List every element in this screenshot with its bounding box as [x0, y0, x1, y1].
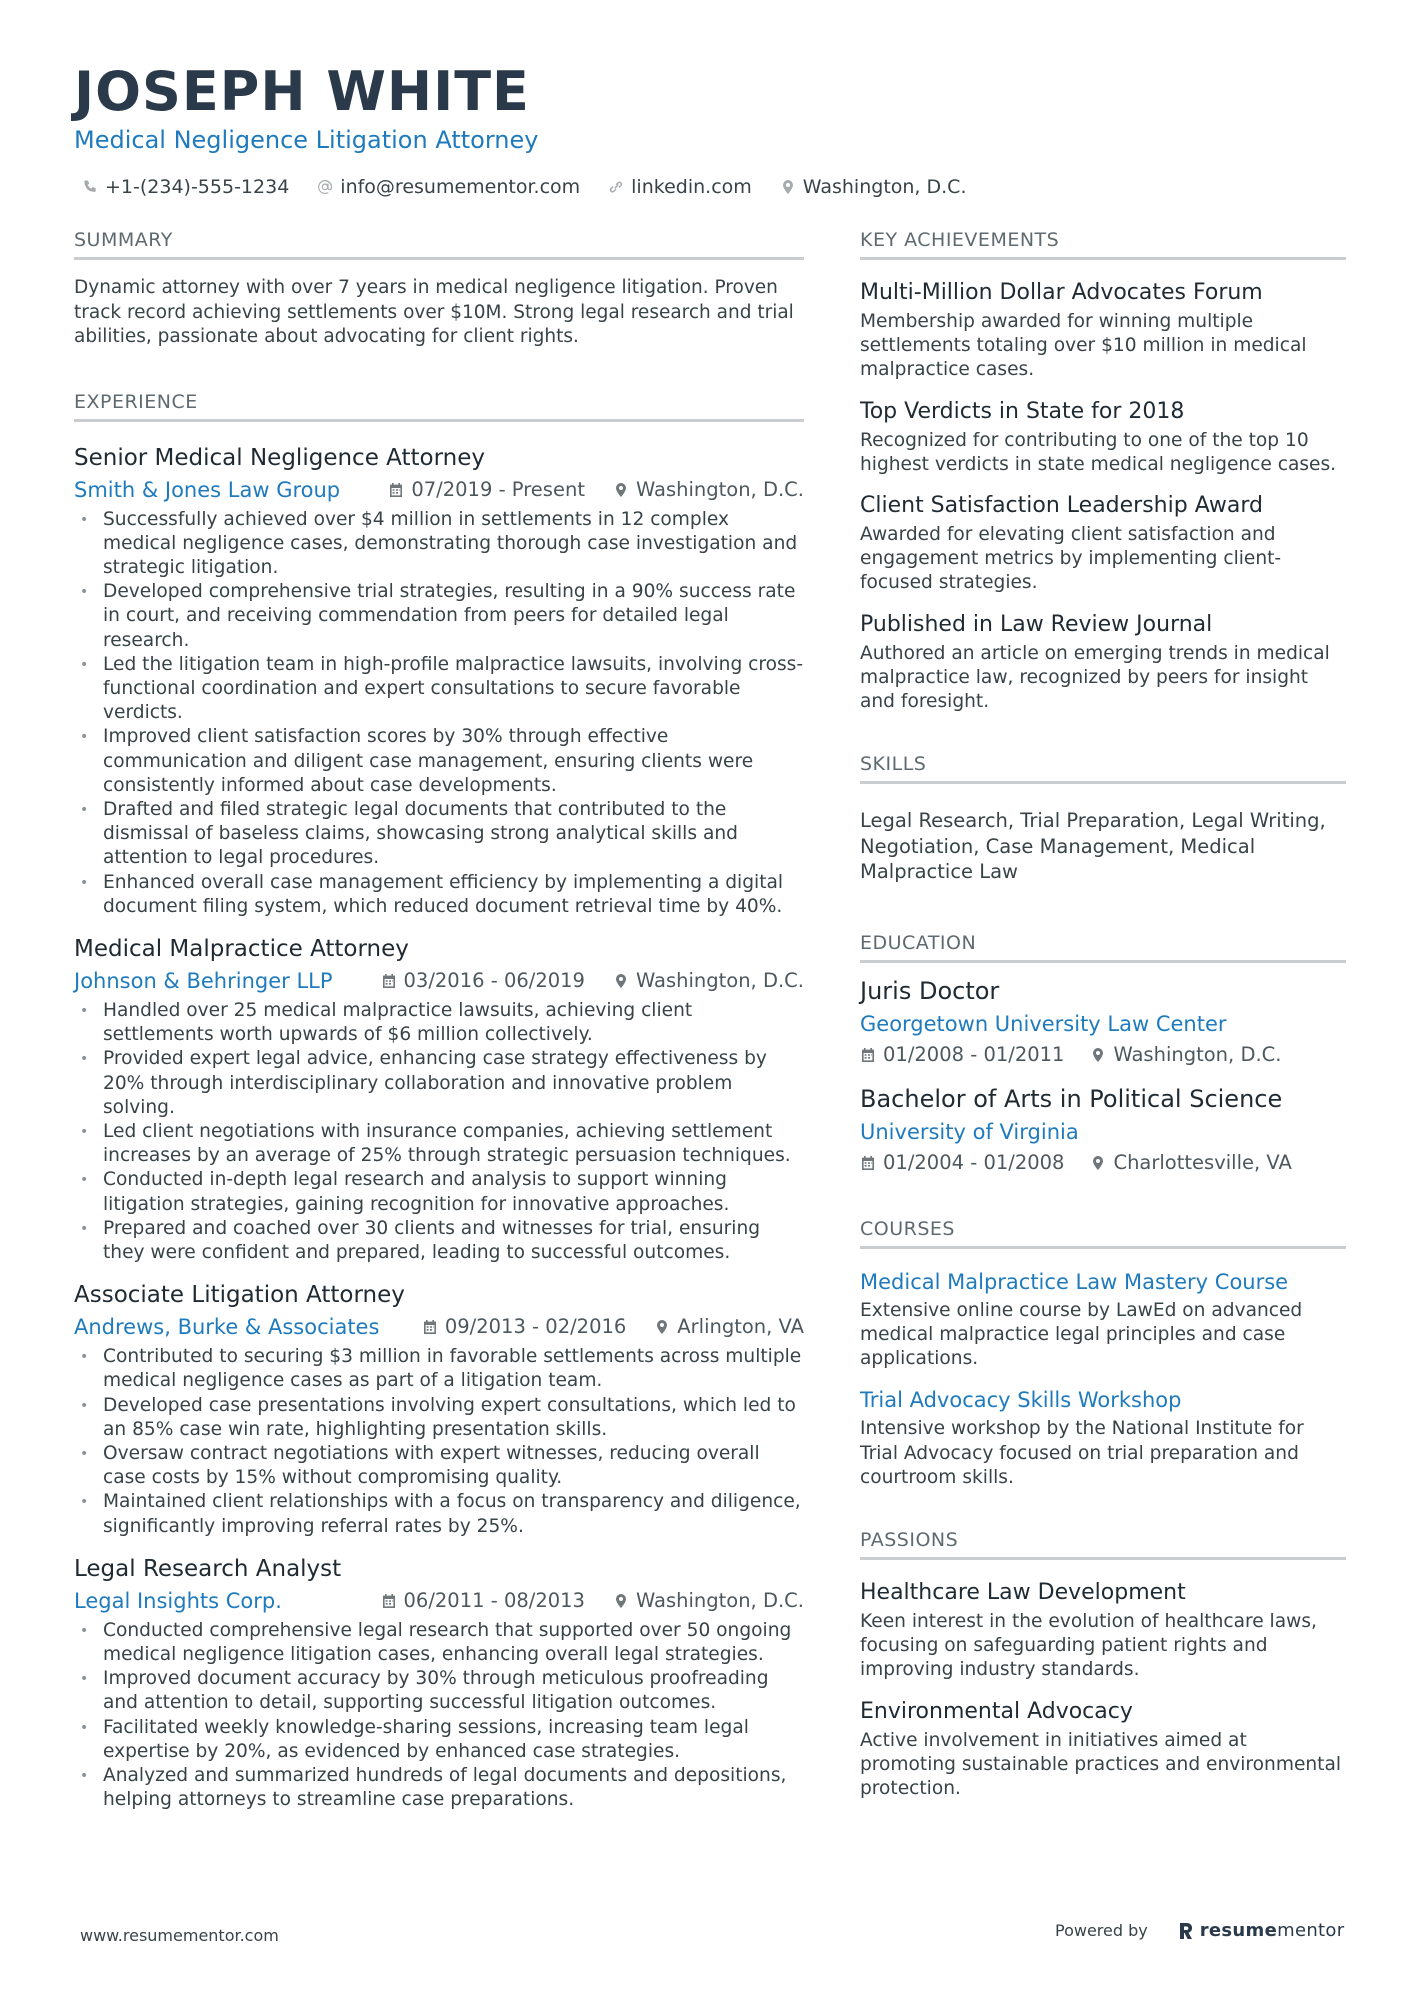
experience-bullet: • Developed comprehensive trial strategies, resulting in a 90% success rate in court, and receiving commendation from peers for detailed legal research. [74, 580, 804, 653]
course-desc: Intensive workshop by the National Institute for Trial Advocacy focused on trial preparation and courtroom skills. [860, 1418, 1304, 1488]
education-school: University of Virginia [860, 1119, 1079, 1144]
contact-linkedin[interactable] [608, 176, 752, 198]
passion-item [860, 1697, 1346, 1802]
phone-text: +1-(234)-555-1234 [105, 176, 290, 198]
achievement-item [860, 278, 1346, 383]
job-dates-text: 06/2011 - 08/2013 [403, 1588, 585, 1612]
location-pin-icon [780, 179, 796, 195]
company-name: Andrews, Burke & Associates [74, 1315, 380, 1340]
experience-bullet: • Facilitated weekly knowledge-sharing sessions, increasing team legal expertise by 20%, as evidenced by enhanced case strategies. [74, 1716, 804, 1764]
achievements-section [860, 228, 1346, 714]
course-item [860, 1385, 1346, 1490]
achievement-title: Multi-Million Dollar Advocates Forum [860, 280, 1263, 305]
education-location-text: Washington, D.C. [1113, 1042, 1282, 1066]
passion-title: Environmental Advocacy [860, 1698, 1133, 1724]
achievement-desc: Recognized for contributing to one of the top 10 highest verdicts in state medical negligence cases. [860, 429, 1337, 475]
calendar-icon [860, 1047, 876, 1063]
contact-location [780, 176, 967, 198]
job-location [613, 476, 804, 504]
experience-bullet: • Provided expert legal advice, enhancing case strategy effectiveness by 20% through interdisciplinary collaboration and innovative problem solving. [74, 1047, 804, 1120]
phone-icon [82, 179, 98, 195]
at-icon [317, 179, 333, 195]
experience-bullet: • Improved client satisfaction scores by 30% through effective communication and diligent case management, ensuring clients were consistently informed about case developments. [74, 725, 804, 798]
experience-section [74, 390, 804, 1813]
achievement-desc: Membership awarded for winning multiple settlements totaling over $10 million in medical malpractice cases. [860, 311, 1307, 381]
education-dates-text: 01/2008 - 01/2011 [883, 1042, 1065, 1066]
job-meta [74, 967, 804, 995]
section-heading-summary: SUMMARY [74, 228, 804, 260]
job-location [613, 1587, 804, 1615]
brand-thin: mentor [1277, 1920, 1345, 1941]
experience-bullet: • Contributed to securing $3 million in favorable settlements across multiple medical negligence cases as part of a litigation team. [74, 1345, 804, 1393]
education-item [860, 1083, 1346, 1177]
location-pin-icon [1090, 1155, 1106, 1171]
education-degree: Bachelor of Arts in Political Science [860, 1084, 1283, 1113]
contact-email[interactable] [317, 176, 580, 198]
achievement-desc: Authored an article on emerging trends in medical malpractice law, recognized by peers for insight and foresight. [860, 642, 1330, 713]
job-dates [422, 1313, 626, 1341]
achievement-item [860, 397, 1346, 477]
contact-bar [74, 176, 1344, 198]
courses-list [860, 1267, 1346, 1490]
experience-entry [74, 1553, 804, 1813]
education-location [1090, 1149, 1291, 1177]
right-column [860, 228, 1346, 1801]
experience-bullet: • Developed case presentations involving expert consultations, which led to an 85% case win rate, highlighting presentation skills. [74, 1394, 804, 1442]
candidate-name: JOSEPH WHITE [74, 60, 530, 123]
experience-bullets [74, 1345, 804, 1539]
achievement-item [860, 610, 1346, 715]
education-degree: Juris Doctor [860, 976, 1000, 1005]
company-name: Johnson & Behringer LLP [74, 968, 333, 993]
achievement-title: Published in Law Review Journal [860, 611, 1213, 637]
experience-bullet: • Successfully achieved over $4 million in settlements in 12 complex medical negligence cases, demonstrating thorough case investigation and strategic litigation. [74, 508, 804, 581]
achievements-list [860, 278, 1346, 714]
experience-bullet: • Maintained client relationships with a focus on transparency and diligence, significantly improving referral rates by 25%. [74, 1490, 804, 1538]
education-item [860, 975, 1346, 1069]
job-dates [388, 476, 585, 504]
experience-bullets [74, 1619, 804, 1813]
education-meta [860, 1041, 1346, 1069]
footer-website[interactable]: www.resumementor.com [80, 1926, 279, 1945]
location-pin-icon [613, 1593, 629, 1609]
location-pin-icon [654, 1319, 670, 1335]
resume-header [74, 60, 1344, 198]
education-location-text: Charlottesville, VA [1113, 1150, 1292, 1174]
contact-phone [82, 176, 289, 198]
passions-section [860, 1528, 1346, 1801]
calendar-icon [381, 1593, 397, 1609]
summary-section [74, 228, 804, 350]
brand-logo[interactable] [1178, 1920, 1345, 1941]
education-dates-text: 01/2004 - 01/2008 [883, 1150, 1065, 1174]
experience-bullet: • Oversaw contract negotiations with expert witnesses, reducing overall case costs by 15% without compromising quality. [74, 1442, 804, 1490]
passion-desc: Keen interest in the evolution of healthcare laws, focusing on safeguarding patient rights and improving industry standards. [860, 1610, 1317, 1681]
education-location [1090, 1041, 1281, 1069]
education-meta [860, 1149, 1346, 1177]
course-desc: Extensive online course by LawEd on advanced medical malpractice legal principles and case applications. [860, 1299, 1303, 1370]
left-column [74, 228, 804, 1812]
job-title: Senior Medical Negligence Attorney [74, 444, 485, 471]
summary-text: Dynamic attorney with over 7 years in medical negligence litigation. Proven track record achieving settlements over $10M. Strong legal research and trial abilities, passionate about advocating for client rights. [74, 277, 794, 347]
link-icon [608, 179, 624, 195]
company-name: Smith & Jones Law Group [74, 477, 341, 502]
brand-mark-icon [1178, 1922, 1194, 1940]
achievement-title: Top Verdicts in State for 2018 [860, 398, 1185, 424]
achievement-title: Client Satisfaction Leadership Award [860, 493, 1263, 519]
calendar-icon [422, 1319, 438, 1335]
skills-text: Legal Research, Trial Preparation, Legal Writing, Negotiation, Case Management, Medical Malpractice Law [860, 809, 1326, 884]
job-title: Associate Litigation Attorney [74, 1282, 405, 1309]
experience-bullet: • Enhanced overall case management efficiency by implementing a digital document filing system, which reduced document retrieval time by 40%. [74, 871, 804, 919]
experience-bullet: • Handled over 25 medical malpractice lawsuits, achieving client settlements worth upwards of $6 million collectively. [74, 999, 804, 1047]
experience-entry [74, 1279, 804, 1539]
location-text: Washington, D.C. [802, 176, 967, 198]
experience-bullet: • Improved document accuracy by 30% through meticulous proofreading and attention to detail, supporting successful litigation outcomes. [74, 1667, 804, 1715]
course-title: Medical Malpractice Law Mastery Course [860, 1269, 1289, 1294]
section-heading-experience: EXPERIENCE [74, 390, 804, 422]
skills-section [860, 752, 1346, 885]
job-location-text: Washington, D.C. [635, 1588, 804, 1612]
job-title: Medical Malpractice Attorney [74, 935, 409, 962]
experience-bullet: • Drafted and filed strategic legal documents that contributed to the dismissal of baseless claims, showcasing strong analytical skills and attention to legal procedures. [74, 798, 804, 871]
experience-bullet: • Conducted in-depth legal research and analysis to support winning litigation strategies, gaining recognition for innovative approaches. [74, 1168, 804, 1216]
experience-bullet: • Analyzed and summarized hundreds of legal documents and depositions, helping attorneys to streamline case preparations. [74, 1764, 804, 1812]
job-dates [381, 967, 585, 995]
section-heading-skills: SKILLS [860, 752, 1346, 784]
powered-by-text: Powered by [1055, 1921, 1148, 1940]
job-meta [74, 1313, 804, 1341]
job-meta [74, 476, 804, 504]
experience-entry [74, 442, 804, 919]
education-section [860, 931, 1346, 1177]
achievement-item [860, 491, 1346, 596]
section-heading-passions: PASSIONS [860, 1528, 1346, 1560]
calendar-icon [860, 1155, 876, 1171]
calendar-icon [381, 973, 397, 989]
education-dates [860, 1149, 1064, 1177]
job-dates [381, 1587, 585, 1615]
course-item [860, 1267, 1346, 1372]
education-dates [860, 1041, 1064, 1069]
location-pin-icon [613, 482, 629, 498]
email-text[interactable]: info@resumementor.com [340, 176, 581, 198]
job-location-text: Washington, D.C. [635, 477, 804, 501]
footer-branding [1055, 1920, 1344, 1941]
experience-bullet: • Conducted comprehensive legal research that supported over 50 ongoing medical negligence litigation cases, enhancing overall legal strategies. [74, 1619, 804, 1667]
experience-bullets [74, 508, 804, 919]
education-list [860, 975, 1346, 1177]
linkedin-text[interactable]: linkedin.com [631, 176, 752, 198]
location-pin-icon [1090, 1047, 1106, 1063]
company-name: Legal Insights Corp. [74, 1588, 282, 1613]
courses-section [860, 1217, 1346, 1490]
section-heading-education: EDUCATION [860, 931, 1346, 963]
job-meta [74, 1587, 804, 1615]
job-dates-text: 09/2013 - 02/2016 [444, 1315, 627, 1339]
candidate-title: Medical Negligence Litigation Attorney [74, 126, 539, 154]
job-dates-text: 07/2019 - Present [411, 477, 585, 501]
passions-list [860, 1578, 1346, 1801]
passion-title: Healthcare Law Development [860, 1579, 1186, 1605]
experience-bullets [74, 999, 804, 1265]
brand-bold: resume [1199, 1920, 1278, 1941]
job-dates-text: 03/2016 - 06/2019 [403, 968, 585, 992]
location-pin-icon [613, 973, 629, 989]
job-title: Legal Research Analyst [74, 1555, 342, 1582]
experience-bullet: • Led the litigation team in high-profile malpractice lawsuits, involving cross-functional coordination and expert consultations to secure favorable verdicts. [74, 653, 804, 726]
job-location [613, 967, 804, 995]
calendar-icon [388, 482, 404, 498]
job-location-text: Washington, D.C. [635, 968, 804, 992]
job-location [654, 1313, 804, 1341]
passion-item [860, 1578, 1346, 1683]
section-heading-courses: COURSES [860, 1217, 1346, 1249]
section-heading-achievements: KEY ACHIEVEMENTS [860, 228, 1346, 260]
achievement-desc: Awarded for elevating client satisfaction and engagement metrics by implementing client-focused strategies. [860, 524, 1282, 594]
job-location-text: Arlington, VA [677, 1315, 804, 1339]
experience-bullet: • Prepared and coached over 30 clients and witnesses for trial, ensuring they were confident and prepared, leading to successful outcomes. [74, 1217, 804, 1265]
education-school: Georgetown University Law Center [860, 1011, 1227, 1036]
course-title: Trial Advocacy Skills Workshop [860, 1388, 1182, 1413]
experience-list [74, 442, 804, 1813]
experience-bullet: • Led client negotiations with insurance companies, achieving settlement increases by an average of 25% through strategic persuasion techniques. [74, 1120, 804, 1168]
experience-entry [74, 933, 804, 1265]
passion-desc: Active involvement in initiatives aimed at promoting sustainable practices and environmental protection. [860, 1729, 1342, 1799]
